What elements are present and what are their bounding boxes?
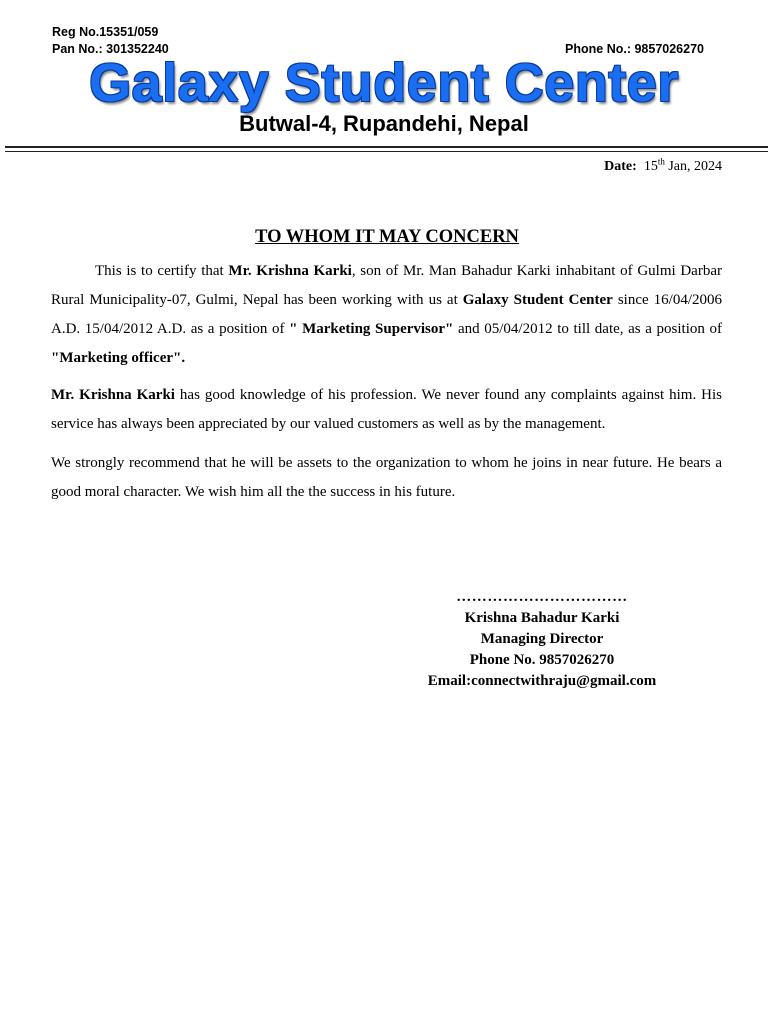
signature-line: ……………………………	[456, 589, 628, 605]
text-run: has good knowledge of his profession. We never found any complaints against him. His service has always been appreciated by our valued customers as well as by the management.	[51, 387, 722, 432]
bold-run: " Marketing Supervisor"	[289, 321, 454, 337]
header-phone: Phone No.: 9857026270	[565, 42, 704, 56]
bold-run: Mr. Krishna Karki	[228, 263, 352, 279]
text-run: We strongly recommend that he will be assets to the organization to whom he joins in near future. He bears a good moral character. We wish him all the the success in his future.	[51, 455, 722, 500]
bold-run: "Marketing officer".	[51, 350, 186, 366]
header-rule-thick	[5, 146, 768, 148]
header-rule-thin	[5, 151, 768, 152]
text-run: since 16/04/2006 A.D. 15/04/2012 A.D. as a position of	[51, 292, 722, 337]
letter-date	[604, 158, 722, 176]
date-label: Date:	[604, 159, 637, 174]
text-run: , son of Mr. Man Bahadur Karki inhabitant of Gulmi Darbar Rural Municipality-07, Gulmi, Nepal has been working with us at	[51, 263, 722, 308]
signatory-email: Email:connectwithraju@gmail.com	[427, 673, 657, 689]
pan-number: Pan No.: 301352240	[52, 42, 169, 56]
paragraph-knowledge	[51, 381, 722, 439]
letter-subject: TO WHOM IT MAY CONCERN	[255, 227, 519, 247]
bold-run: Mr. Krishna Karki	[51, 387, 175, 403]
text-run: This is to certify that	[95, 263, 229, 279]
bold-run: Galaxy Student Center	[462, 292, 613, 308]
reg-number: Reg No.15351/059	[52, 25, 159, 39]
date-suffix: th	[657, 156, 665, 167]
paragraph-recommendation	[51, 449, 722, 507]
org-address: Butwal-4, Rupandehi, Nepal	[239, 111, 529, 136]
signatory-title: Managing Director	[480, 631, 604, 647]
signatory-name: Krishna Bahadur Karki	[464, 610, 620, 626]
text-run: and 05/04/2012 to till date, as a position of	[453, 321, 722, 337]
signature-block	[402, 587, 682, 692]
date-day: 15	[643, 159, 658, 174]
date-month-year: Jan, 2024	[664, 159, 722, 174]
org-name-logo: Galaxy Student Center	[89, 53, 679, 113]
letter-body	[51, 257, 722, 517]
paragraph-certification	[51, 257, 722, 373]
signatory-phone: Phone No. 9857026270	[469, 652, 615, 668]
